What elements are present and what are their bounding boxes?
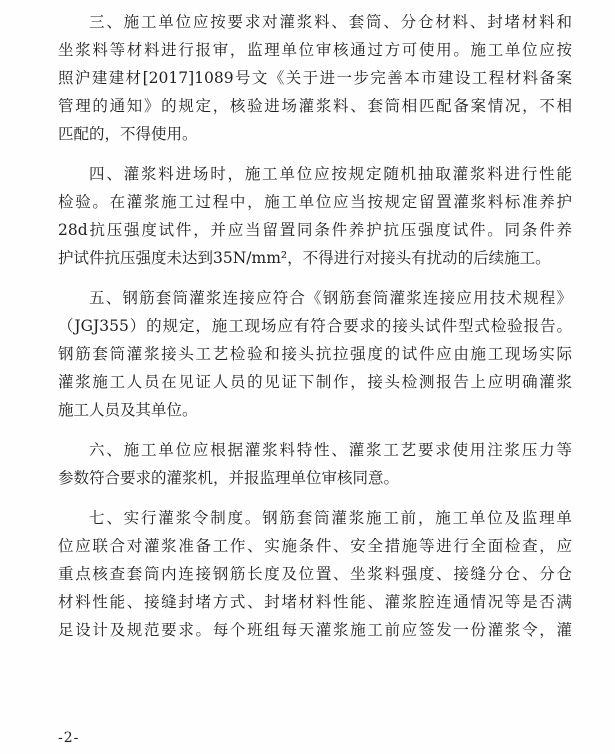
text-line: 三、施工单位应按要求对灌浆料、套筒、分仓材料、封堵材料和 <box>89 13 572 31</box>
text-line: 灌浆施工人员在见证人员的见证下制作，接头检测报告上应明确灌浆 <box>58 373 572 391</box>
text-line: 重点核查套筒内连接钢筋长度及位置、坐浆料强度、接缝分仓、分仓 <box>58 565 572 583</box>
document-body <box>58 8 572 644</box>
paragraph-gap <box>58 424 572 436</box>
paragraph-gap <box>58 272 572 284</box>
text-line: 28d抗压强度试件，并应当留置同条件养护抗压强度试件。同条件养 <box>58 221 572 239</box>
text-line: 足设计及规范要求。每个班组每天灌浆施工前应签发一份灌浆令，灌 <box>58 621 572 639</box>
text-line: 护试件抗压强度未达到35N/mm²，不得进行对接头有扰动的后续施工。 <box>58 249 551 267</box>
text-line: 五、钢筋套筒灌浆连接应符合《钢筋套筒灌浆连接应用技术规程》 <box>89 289 572 307</box>
text-line: 材料性能、接缝封堵方式、封堵材料性能、灌浆腔连通情况等是否满 <box>58 593 572 611</box>
text-line: （JGJ355）的规定，施工现场应有符合要求的接头试件型式检验报告。 <box>58 317 572 335</box>
paragraph-seven <box>58 504 572 644</box>
text-line: 匹配的，不得使用。 <box>58 125 198 143</box>
paragraph-six <box>58 436 572 492</box>
text-line: 四、灌浆料进场时，施工单位应按规定随机抽取灌浆料进行性能 <box>89 165 572 183</box>
text-line: 管理的通知》的规定，核验进场灌浆料、套筒相匹配备案情况，不相 <box>58 97 572 115</box>
text-line: 六、施工单位应根据灌浆料特性、灌浆工艺要求使用注浆压力等 <box>89 441 572 459</box>
text-line: 照沪建建材[2017]1089号文《关于进一步完善本市建设工程材料备案 <box>58 69 572 87</box>
text-line: 位应联合对灌浆准备工作、实施条件、安全措施等进行全面检查，应 <box>58 537 572 555</box>
paragraph-gap <box>58 492 572 504</box>
text-line: 钢筋套筒灌浆接头工艺检验和接头抗拉强度的试件应由施工现场实际 <box>58 345 572 363</box>
paragraph-five <box>58 284 572 424</box>
paragraph-gap <box>58 148 572 160</box>
page-number: -2- <box>58 730 80 746</box>
text-line: 施工人员及其单位。 <box>58 401 198 419</box>
text-line: 检验。在灌浆施工过程中，施工单位应当按规定留置灌浆料标准养护 <box>58 193 572 211</box>
text-line: 坐浆料等材料进行报审，监理单位审核通过方可使用。施工单位应按 <box>58 41 572 59</box>
paragraph-four <box>58 160 572 272</box>
paragraph-three <box>58 8 572 148</box>
text-line: 参数符合要求的灌浆机，并报监理单位审核同意。 <box>58 469 400 487</box>
text-line: 七、实行灌浆令制度。钢筋套筒灌浆施工前，施工单位及监理单 <box>89 509 572 527</box>
